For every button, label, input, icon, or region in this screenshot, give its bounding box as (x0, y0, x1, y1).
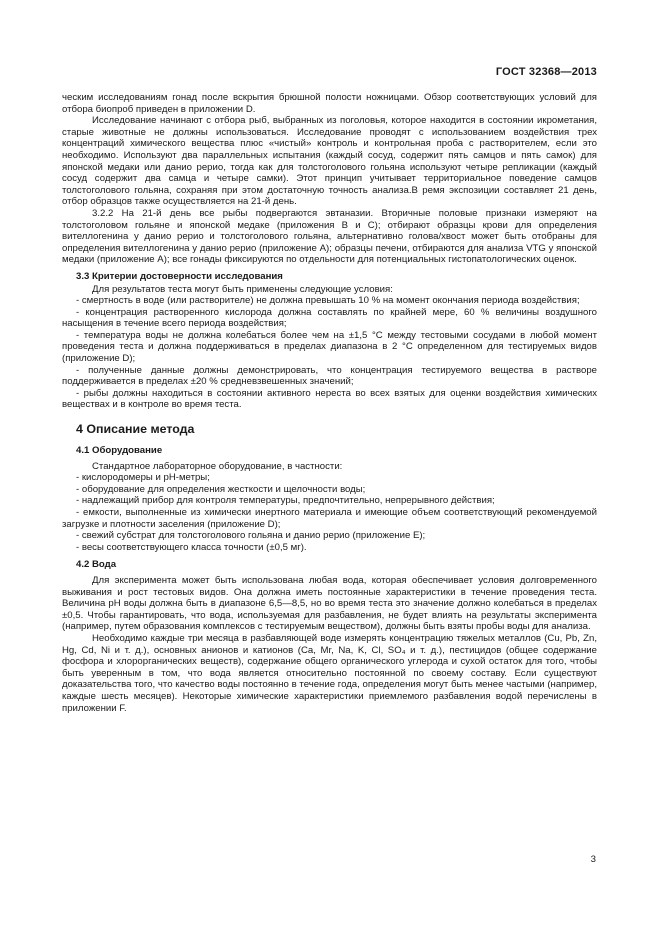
list-item: - надлежащий прибор для контроля температуры, предпочтительно, непрерывного действия; (76, 495, 495, 507)
paragraph: Стандартное лабораторное оборудование, в частности: (92, 460, 343, 472)
paragraph-3-2-2: 3.2.2 На 21-й день все рыбы подвергаются эвтаназии. Вторичные половые признаки измеряют на толстоголовом гольяне и японской медаке (приложения В и С); отбирают образцы крови для определения вителлогенина у данио рерио и толстоголового гольяна, альтернативно голова/хвост может быть отобраны для определения вителлогенина у данио рерио (приложение А); образцы печени, отбираются для анализа VTG у японской медаки (приложение А); все гонады фиксируются по отдельности для потенциальных гистопатологических оценок. (62, 207, 597, 266)
paragraph: Исследование начинают с отбора рыб, выбранных из поголовья, которое находится в состоянии икрометания, старые животные не должны использоваться. Исследование проводят с использованием воздействия трех концентраций химического вещества плюс «чистый» контроль и контрольная проба с растворителем, если это необходимо. Используют два параллельных испытания (каждый сосуд, содержит пять самцов и пять самок) для японской медаки или данио рерио, тогда как для толстоголового гольяна используют четыре репликации (каждый сосуд содержит два самца и четыре самки). Этот принцип учитывает территориальное поведение самцов толстоголового гольяна, сохраняя при этом достаточную точность анализа.В ремя экспозиции составляет 21 день, отбор образцов также осуществляется на 21-й день. (62, 115, 597, 208)
list-item: - полученные данные должны демонстрировать, что концентрация тестируемого вещества в растворе поддерживается в пределах ±20 % средневзвешенных значений; (62, 364, 597, 388)
section-heading-4: 4 Описание метода (76, 422, 195, 437)
list-item: - емкости, выполненные из химически инертного материала и имеющие объем соответствующий рекомендуемой загрузке и плотности заселения (приложение D); (62, 507, 597, 530)
list-item: - температура воды не должна колебаться более чем на ±1,5 °С между тестовыми сосудами в любой момент проведения теста и должна поддерживаться в пределах диапазона в 2 °С определенном для тестируемых видов (приложение D); (62, 329, 597, 365)
document-code: ГОСТ 32368—2013 (495, 66, 597, 78)
list-item: - свежий субстрат для толстоголового гольяна и данио рерио (приложение Е); (76, 530, 426, 542)
paragraph: ческим исследованиям гонад после вскрытия брюшной полости ножницами. Обзор соответствующих условий для отбора биопроб приведен в приложении D. (62, 92, 597, 115)
section-heading-4-2: 4.2 Вода (76, 559, 117, 571)
list-item: - кислородомеры и рН-метры; (76, 472, 210, 484)
section-heading-3-3: 3.3 Критерии достоверности исследования (76, 270, 283, 282)
list-item: - рыбы должны находиться в состоянии активного нереста во всех взятых для оценки воздействия химических веществах и в контроле во время теста. (62, 387, 597, 411)
paragraph: Для результатов теста могут быть применены следующие условия: (92, 283, 393, 295)
page-number: 3 (590, 854, 596, 865)
paragraph: Для эксперимента может быть использована любая вода, которая обеспечивает условия долговременного выживания и рост тестовых видов. Она должна иметь постоянные характеристики в течение проведения теста. Величина рН воды должна быть в диапазоне 6,5—8,5, но во время теста это значение должно колебаться в пределах ±0,5. Чтобы гарантировать, что вода, используемая для разбавления, не будет влиять на результаты эксперимента (например, путем образования комплексов с тестируемым веществом), должны быть взяты пробы воды для анализа. (62, 574, 597, 633)
list-item: - весы соответствующего класса точности (±0,5 мг). (76, 541, 307, 553)
paragraph: Необходимо каждые три месяца в разбавляющей воде измерять концентрацию тяжелых металлов (Cu, Pb, Zn, Hg, Cd, Ni и т. д.), основных анионов и катионов (Ca, Mr, Na, K, Cl, SO₄ и т. д.), пестицидов (общее содержание фосфора и хлорорганических веществ), содержание общего органического углерода и сухой остаток для того, чтобы быть уверенным в том, что вода является относительно постоянной по своему составу. Если существуют доказательства того, что качество воды постоянно в течение года, определения могут быть менее частыми (например, каждые шесть месяцев). Некоторые химические характеристики приемлемого разбавления водой перечислены в приложении F. (62, 632, 597, 714)
page-content (62, 92, 597, 714)
list-item: - смертность в воде (или растворителе) не должна превышать 10 % на момент окончания периода воздействия; (76, 295, 580, 307)
section-heading-4-1: 4.1 Оборудование (76, 445, 163, 457)
list-item: - оборудование для определения жесткости и щелочности воды; (76, 483, 366, 495)
list-item: - концентрация растворенного кислорода должна составлять по крайней мере, 60 % величины воздушного насыщения в течение всего периода воздействия; (62, 306, 597, 330)
